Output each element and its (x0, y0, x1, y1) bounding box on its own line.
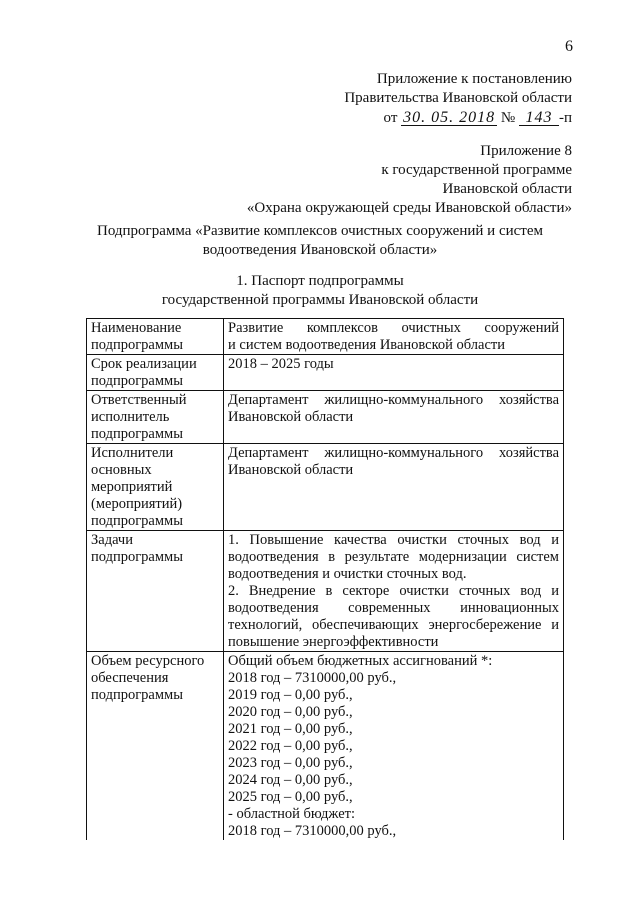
subprogram-title-line-1: Подпрограмма «Развитие комплексов очистных сооружений и систем (97, 223, 543, 239)
row-label (87, 355, 224, 391)
row-value (224, 319, 564, 355)
value-line: Ивановской области (228, 462, 354, 478)
table-row (87, 391, 564, 444)
value-line: Департамент жилищно-коммунального хозяйства (228, 445, 559, 461)
value-line: Ивановской области (228, 409, 354, 425)
value-line: 2022 год – 0,00 руб., (228, 738, 353, 754)
value-line: Общий объем бюджетных ассигнований *: (228, 653, 493, 669)
subprogram-title-line-2: водоотведения Ивановской области» (202, 242, 438, 258)
row-label (87, 319, 224, 355)
label-line: подпрограммы (91, 687, 183, 703)
label-line: Ответственный (91, 392, 187, 408)
label-line: обеспечения (91, 670, 169, 686)
label-line: подпрограммы (91, 426, 183, 442)
label-line: подпрограммы (91, 373, 183, 389)
label-line: основных (91, 462, 152, 478)
value-line: 2018 год – 7310000,00 руб., (228, 823, 397, 839)
table-row (87, 652, 564, 841)
appendix-line-3: Ивановской области (442, 181, 572, 197)
row-label (87, 531, 224, 652)
row-value (224, 531, 564, 652)
approval-suffix: -п (558, 110, 572, 126)
value-line: 2021 год – 0,00 руб., (228, 721, 353, 737)
row-value (224, 391, 564, 444)
value-line: 2018 – 2025 годы (228, 356, 334, 372)
value-line: - областной бюджет: (228, 806, 356, 822)
value-line: 2018 год – 7310000,00 руб., (228, 670, 397, 686)
value-line: и систем водоотведения Ивановской области (228, 337, 506, 353)
passport-title-line-1: 1. Паспорт подпрограммы (236, 273, 404, 289)
row-value (224, 444, 564, 531)
label-line: Задачи (91, 532, 133, 548)
table-row (87, 355, 564, 391)
value-line: 2019 год – 0,00 руб., (228, 687, 353, 703)
page-number: 6 (565, 38, 573, 55)
appendix-line-1: Приложение 8 (480, 143, 572, 159)
value-line: 2. Внедрение в секторе очистки сточных вод и (228, 583, 559, 599)
label-line: (мероприятий) (91, 496, 183, 512)
approval-line-1: Приложение к постановлению (376, 71, 572, 87)
approval-header (344, 70, 572, 128)
label-line: подпрограммы (91, 513, 183, 529)
table-row (87, 319, 564, 355)
appendix-header (247, 142, 572, 218)
label-line: подпрограммы (91, 337, 183, 353)
row-label (87, 652, 224, 841)
table-row (87, 444, 564, 531)
value-line: 2025 год – 0,00 руб., (228, 789, 353, 805)
label-line: Срок реализации (91, 356, 197, 372)
approval-date: 30. 05. 2018 (403, 109, 496, 126)
table-row (87, 531, 564, 652)
approval-number: 143 (519, 108, 559, 126)
label-line: подпрограммы (91, 549, 183, 565)
value-line: 2024 год – 0,00 руб., (228, 772, 353, 788)
label-line: исполнитель (91, 409, 170, 425)
approval-line-3 (344, 108, 572, 128)
appendix-line-2: к государственной программе (381, 162, 572, 178)
value-line: технологий, обеспечивающих энергосбережение и (228, 617, 559, 633)
row-value (224, 355, 564, 391)
approval-line-2: Правительства Ивановской области (344, 90, 572, 106)
value-line: 1. Повышение качества очистки сточных вод и (228, 532, 559, 548)
row-label (87, 391, 224, 444)
value-line: водоотведения в результате модернизации систем (228, 549, 559, 565)
approval-number-sign: № (500, 110, 516, 126)
passport-title-line-2: государственной программы Ивановской области (161, 292, 479, 308)
value-line: водоотведения современных инновационных (228, 600, 559, 616)
value-line: Департамент жилищно-коммунального хозяйства (228, 392, 559, 408)
row-value (224, 652, 564, 841)
value-line: повышение энергоэффективности (228, 634, 439, 650)
value-line: 2023 год – 0,00 руб., (228, 755, 353, 771)
appendix-line-4: «Охрана окружающей среды Ивановской области» (246, 200, 572, 216)
label-line: Наименование (91, 320, 182, 336)
row-label (87, 444, 224, 531)
value-line: Развитие комплексов очистных сооружений (228, 320, 559, 336)
label-line: Исполнители (91, 445, 174, 461)
approval-prefix: от (383, 110, 398, 126)
passport-table (86, 318, 564, 840)
label-line: мероприятий (91, 479, 173, 495)
passport-title (70, 272, 570, 310)
label-line: Объем ресурсного (91, 653, 205, 669)
subprogram-title (70, 222, 570, 260)
value-line: 2020 год – 0,00 руб., (228, 704, 353, 720)
value-line: водоотведения и очистки сточных вод. (228, 566, 467, 582)
